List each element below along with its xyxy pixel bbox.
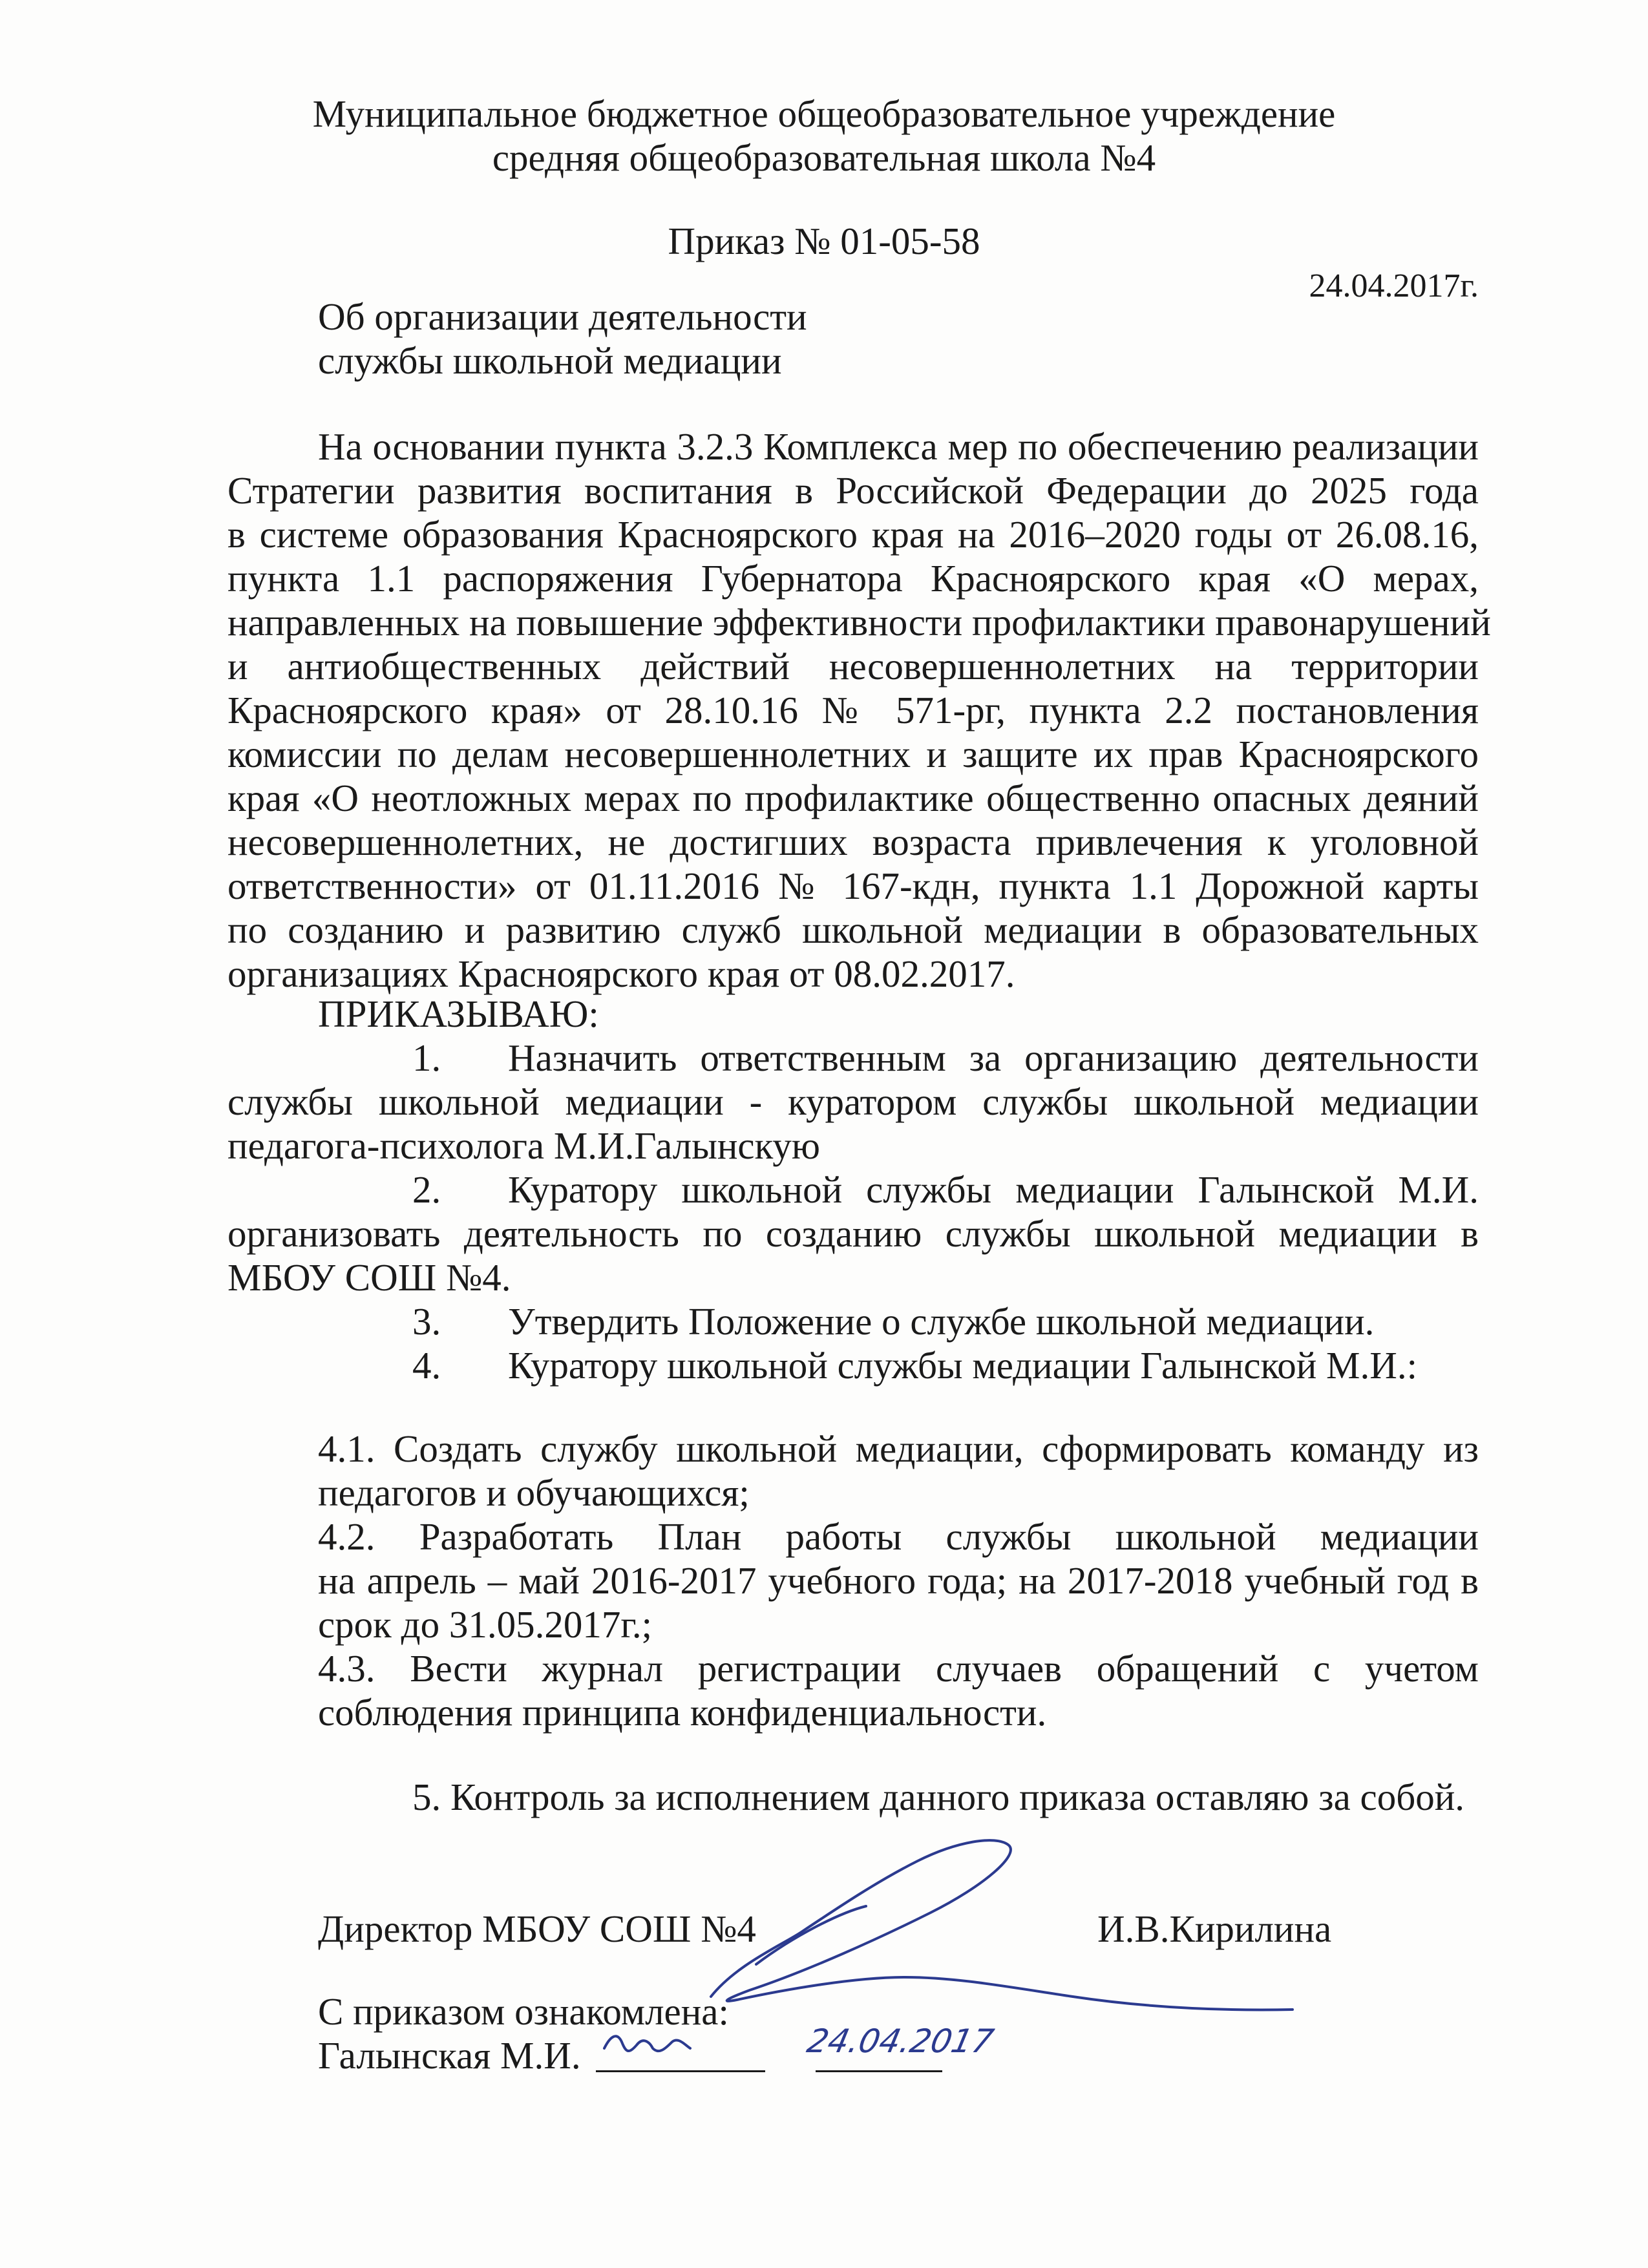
order-word: ПРИКАЗЫВАЮ:: [318, 992, 599, 1035]
item-line: Куратору школьной службы медиации Галынской М.И.:: [508, 1344, 1418, 1387]
item-line: организовать деятельность по созданию службы школьной медиации в: [227, 1212, 1479, 1255]
item-line: службы школьной медиации - куратором службы школьной медиации: [227, 1080, 1479, 1123]
subitem-line: на апрель – май 2016-2017 учебного года; на 2017-2018 учебный год в: [318, 1559, 1479, 1602]
org-name-line1: Муниципальное бюджетное общеобразовательное учреждение: [312, 92, 1336, 135]
preamble-line: края «О неотложных мерах по профилактике общественно опасных деяний: [227, 777, 1479, 819]
preamble-line: ответственности» от 01.11.2016 № 167-кдн, пункта 1.1 Дорожной карты: [227, 865, 1479, 907]
initials-stroke: [604, 2036, 690, 2051]
item-number: 1.: [412, 1036, 441, 1079]
acknowledgement-label: С приказом ознакомлена:: [318, 1990, 729, 2033]
item-number: 2.: [412, 1168, 441, 1211]
signatory-position: Директор МБОУ СОШ №4: [318, 1907, 756, 1950]
control-clause: 5. Контроль за исполнением данного приказа оставляю за собой.: [412, 1776, 1465, 1818]
preamble-line: по созданию и развитию служб школьной медиации в образовательных: [227, 908, 1479, 951]
item-line: Утвердить Положение о службе школьной медиации.: [508, 1300, 1375, 1343]
handwritten-date: 24.04.2017: [803, 2022, 997, 2060]
subitem-line: педагогов и обучающихся;: [318, 1471, 750, 1514]
preamble-line: и антиобщественных действий несовершеннолетних на территории: [227, 645, 1479, 688]
subitem-line: 4.1. Создать службу школьной медиации, сформировать команду из: [318, 1427, 1479, 1470]
preamble-line: организациях Красноярского края от 08.02.2017.: [227, 952, 1015, 995]
preamble-line: направленных на повышение эффективности профилактики правонарушений: [227, 601, 1491, 644]
preamble-line: в системе образования Красноярского края на 2016–2020 годы от 26.08.16,: [227, 513, 1479, 556]
item-number: 4.: [412, 1344, 441, 1387]
date-underline: [816, 2070, 942, 2072]
item-number: 3.: [412, 1300, 441, 1343]
preamble-line: Стратегии развития воспитания в Российской Федерации до 2025 года: [227, 469, 1479, 512]
subitem-line: срок до 31.05.2017г.;: [318, 1603, 653, 1646]
item-line: МБОУ СОШ №4.: [227, 1256, 511, 1299]
order-number: Приказ № 01-05-58: [668, 220, 980, 262]
preamble-line: На основании пункта 3.2.3 Комплекса мер по обеспечению реализации: [318, 425, 1479, 468]
subitem-line: 4.2. Разработать План работы службы школьной медиации: [318, 1515, 1479, 1558]
order-date: 24.04.2017г.: [1309, 268, 1479, 304]
preamble-line: комиссии по делам несовершеннолетних и защите их прав Красноярского: [227, 733, 1479, 775]
subitem-line: соблюдения принципа конфиденциальности.: [318, 1691, 1047, 1734]
signatory-name: И.В.Кирилина: [1097, 1907, 1332, 1950]
signature-underline: [596, 2070, 765, 2072]
item-line: педагога-психолога М.И.Галынскую: [227, 1124, 821, 1167]
subject-line2: службы школьной медиации: [318, 339, 782, 382]
subitem-line: 4.3. Вести журнал регистрации случаев обращений с учетом: [318, 1647, 1479, 1690]
item-line: Назначить ответственным за организацию деятельности: [508, 1036, 1479, 1079]
acknowledged-person: Галынская М.И.: [318, 2034, 581, 2077]
preamble-line: несовершеннолетних, не достигших возраста привлечения к уголовной: [227, 821, 1479, 863]
item-line: Куратору школьной службы медиации Галынской М.И.: [508, 1168, 1479, 1211]
subject-line1: Об организации деятельности: [318, 295, 807, 338]
director-signature-flourish: [756, 1906, 866, 1964]
org-name-line2: средняя общеобразовательная школа №4: [492, 136, 1156, 179]
preamble-line: Красноярского края» от 28.10.16 № 571-рг, пункта 2.2 постановления: [227, 689, 1479, 731]
preamble-line: пункта 1.1 распоряжения Губернатора Красноярского края «О мерах,: [227, 557, 1479, 600]
